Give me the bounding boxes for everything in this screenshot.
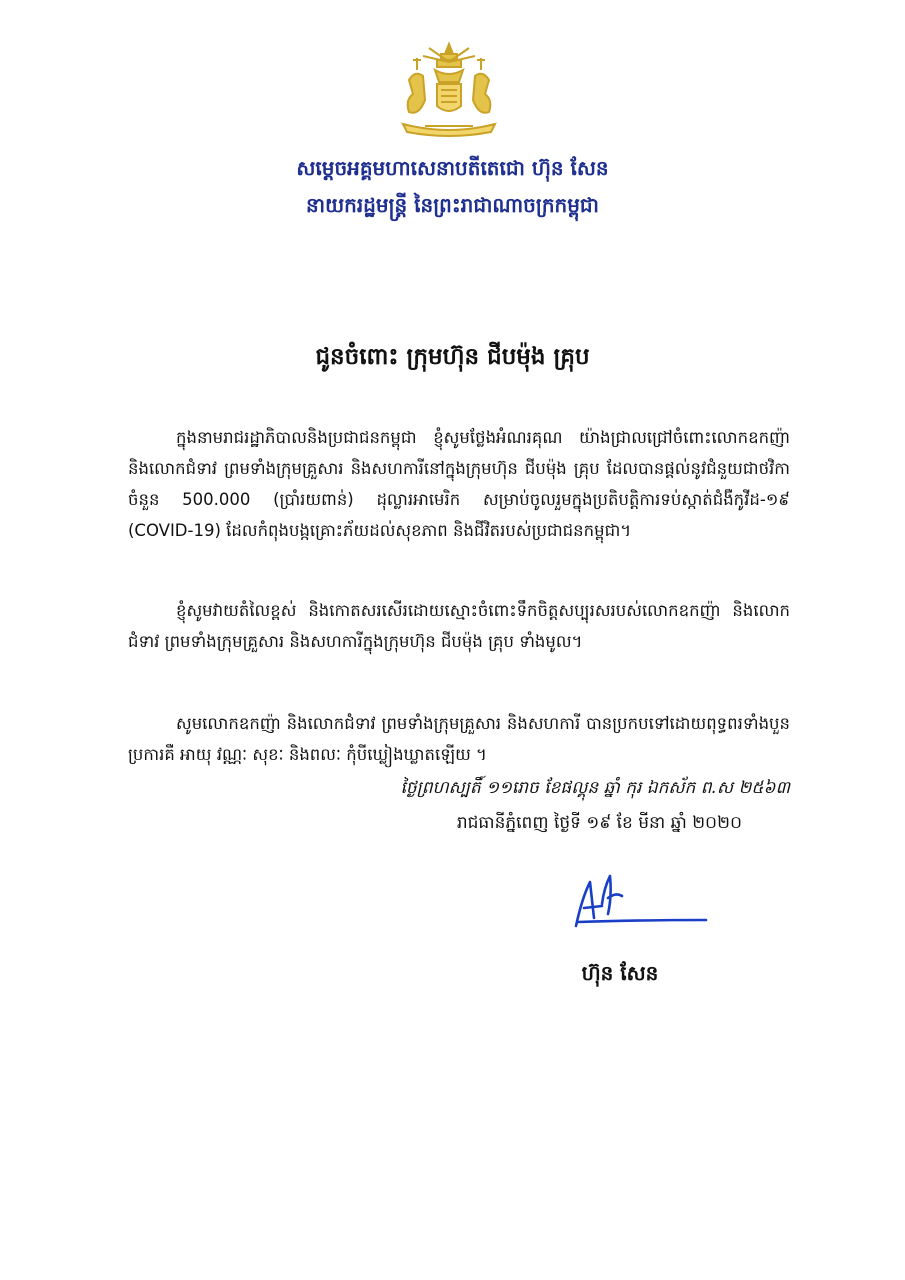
sender-position: នាយករដ្ឋមន្ត្រី នៃព្រះរាជាណាចក្រកម្ពុជា <box>306 193 599 217</box>
place-and-date: រាជធានីភ្នំពេញ ថ្ងៃទី ១៩ ខែ មីនា ឆ្នាំ ២០២០ <box>456 813 742 833</box>
lunar-date: ថ្ងៃព្រហស្បតិ៍ ១១រោច ខែផល្គុន ឆ្នាំ កុរ ឯកស័ក ព.ស ២៥៦៣ <box>400 778 790 798</box>
body-paragraph-2 <box>128 595 790 657</box>
paragraph-text: ក្នុងនាមរាជរដ្ឋាភិបាលនិងប្រជាជនកម្ពុជា ខ្ញុំសូមថ្លែងអំណរគុណ យ៉ាងជ្រាលជ្រៅចំពោះលោកឧកញ៉ា និងលោកជំទាវ ព្រមទាំងក្រុមគ្រួសារ និងសហការីនៅក្នុងក្រុមហ៊ុន ជីបម៉ុង គ្រុប ដែលបានផ្ដល់នូវជំនួយជាថវិកាចំនួន 500.000 (ប្រាំរយពាន់) ដុល្លារអាមេរិក សម្រាប់ចូលរួមក្នុងប្រតិបត្តិការទប់ស្កាត់ជំងឺកូវីដ-១៩ (COVID-19) ដែលកំពុងបង្កគ្រោះភ័យដល់សុខភាព និងជីវិតរបស់ប្រជាជនកម្ពុជា។ <box>128 428 790 540</box>
royal-emblem-icon <box>395 40 503 140</box>
recipient-line: ជូនចំពោះ ក្រុមហ៊ុន ជីបម៉ុង គ្រុប <box>315 344 590 370</box>
sender-title: សម្ដេចអគ្គមហាសេនាបតីតេជោ ហ៊ុន សែន <box>296 156 609 180</box>
body-paragraph-3 <box>128 708 790 770</box>
paragraph-text: សូមលោកឧកញ៉ា និងលោកជំទាវ ព្រមទាំងក្រុមគ្រួសារ និងសហការី បានប្រកបទៅដោយពុទ្ធពរទាំងបួនប្រការគឺ អាយុ វណ្ណៈ សុខៈ និងពលៈ កុំបីឃ្លៀងឃ្លាតឡើយ ។ <box>128 714 790 764</box>
signer-name: ហ៊ុន សែន <box>581 961 659 985</box>
signature-icon <box>568 868 713 938</box>
paragraph-text: ខ្ញុំសូមវាយតំលៃខ្ពស់ និងកោតសរសើរដោយស្មោះចំពោះទឹកចិត្តសប្បុរសរបស់លោកឧកញ៉ា និងលោកជំទាវ ព្រមទាំងក្រុមគ្រួសារ និងសហការីក្នុងក្រុមហ៊ុន ជីបម៉ុង គ្រុប ទាំងមូល។ <box>128 601 790 651</box>
body-paragraph-1 <box>128 422 790 546</box>
